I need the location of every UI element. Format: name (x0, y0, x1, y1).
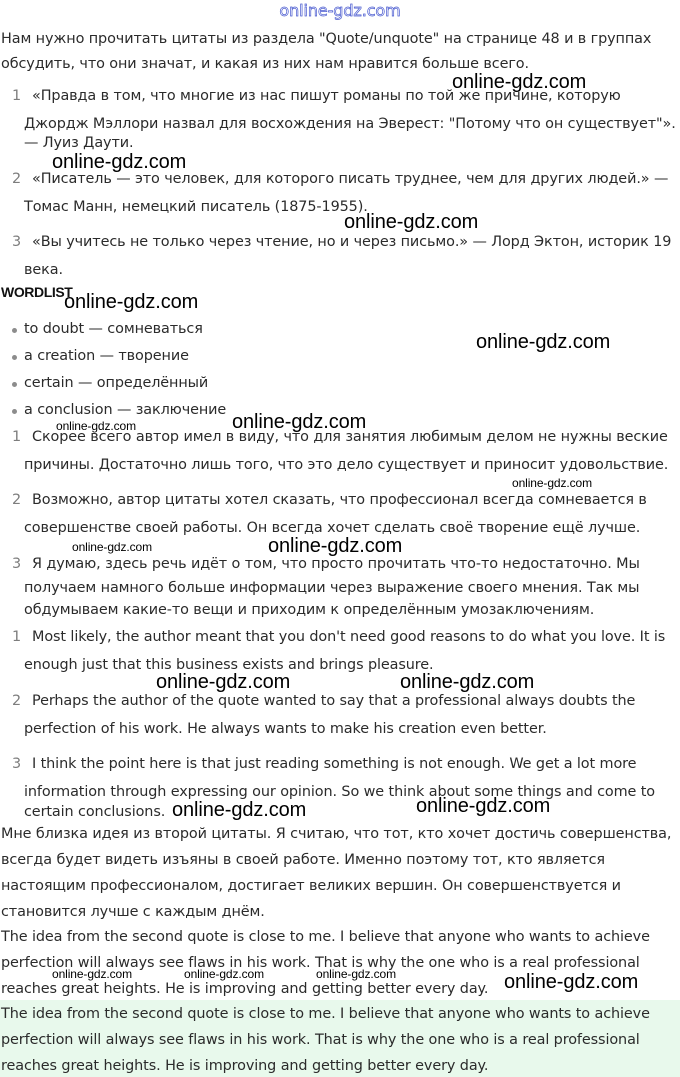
bullet-marker (12, 382, 17, 387)
answer-line: enough just that this business exists and brings pleasure. (24, 657, 434, 673)
answer-line: perfection of his work. He always wants to make his creation even better. (24, 721, 547, 737)
answer-line: Возможно, автор цитаты хотел сказать, что профессионал всегда сомневается в (32, 492, 647, 508)
quote-line: «Правда в том, что многие из нас пишут романы по той же причине, которую (32, 88, 621, 104)
bullet-marker (12, 355, 17, 360)
answer-number: 1 (12, 429, 22, 445)
opinion-line: Мне близка идея из второй цитаты. Я считаю, что тот, кто хочет достичь совершенства, (1, 826, 672, 842)
wordlist-item: to doubt — сомневаться (24, 321, 203, 337)
quote-line: «Писатель — это человек, для которого писать труднее, чем для других людей.» — (32, 171, 669, 187)
watermark: online-gdz.com (512, 476, 592, 490)
answer-line: Most likely, the author meant that you don't need good reasons to do what you love. It is (32, 629, 666, 645)
top-watermark: online-gdz.com (279, 1, 401, 20)
quote-line: века. (24, 262, 63, 278)
answer-line: совершенстве своей работы. Он всегда хочет сделать своё творение ещё лучше. (24, 520, 641, 536)
highlighted-opinion-line: reaches great heights. He is improving and getting better every day. (1, 1058, 489, 1074)
answer-line: обдумываем какие-то вещи и приходим к определённым умозаключениям. (24, 602, 595, 618)
watermark: online-gdz.com (268, 535, 403, 557)
opinion-line: настоящим профессионалом, достигает великих вершин. Он совершенствуется и (1, 878, 621, 894)
highlighted-opinion-line: The idea from the second quote is close to me. I believe that anyone who wants to achieve (1, 1006, 650, 1022)
quote-number: 2 (12, 171, 22, 187)
answer-number: 3 (12, 556, 22, 572)
watermark: online-gdz.com (344, 211, 479, 233)
bullet-marker (12, 328, 17, 333)
wordlist-item: certain — определённый (24, 375, 209, 391)
answer-number: 3 (12, 756, 22, 772)
intro-line: обсудить, что они значат, и какая из них нам нравится больше всего. (1, 56, 529, 72)
watermark: online-gdz.com (172, 799, 307, 821)
watermark: online-gdz.com (504, 971, 639, 993)
watermark: online-gdz.com (400, 671, 535, 693)
quote-line: «Вы учитесь не только через чтение, но и через письмо.» — Лорд Эктон, историк 19 (32, 234, 672, 250)
opinion-line: reaches great heights. He is improving and getting better every day. (1, 981, 489, 997)
wordlist-heading: WORDLIST (1, 284, 73, 300)
answer-number: 2 (12, 492, 22, 508)
highlighted-opinion-line: perfection will always see flaws in his work. That is why the one who is a real professional (1, 1032, 640, 1048)
answer-line: Я думаю, здесь речь идёт о том, что просто прочитать что-то недостаточно. Мы (32, 556, 640, 572)
watermark: online-gdz.com (52, 151, 187, 173)
opinion-line: The idea from the second quote is close to me. I believe that anyone who wants to achieve (1, 929, 650, 945)
watermark: online-gdz.com (184, 967, 264, 981)
answer-line: information through expressing our opinion. So we think about some things and come to (24, 784, 656, 800)
watermark: online-gdz.com (232, 411, 367, 433)
bullet-marker (12, 409, 17, 414)
quote-line: Джордж Мэллори назвал для восхождения на Эверест: "Потому что он существует"». (24, 116, 676, 132)
watermark: online-gdz.com (476, 331, 611, 353)
answer-line: certain conclusions. (24, 804, 166, 820)
opinion-line: становится лучше с каждым днём. (1, 904, 265, 920)
answer-number: 2 (12, 693, 22, 709)
quote-line: — Луиз Даути. (24, 135, 134, 151)
opinion-line: perfection will always see flaws in his work. That is why the one who is a real professional (1, 955, 640, 971)
wordlist-item: a conclusion — заключение (24, 402, 227, 418)
watermark: online-gdz.com (452, 71, 587, 93)
quote-number: 1 (12, 88, 22, 104)
answer-line: Perhaps the author of the quote wanted to say that a professional always doubts the (32, 693, 636, 709)
watermark: online-gdz.com (64, 291, 199, 313)
quote-line: Томас Манн, немецкий писатель (1875-1955). (24, 199, 368, 215)
wordlist-item: a creation — творение (24, 348, 189, 364)
watermark: online-gdz.com (72, 540, 152, 554)
answer-line: Скорее всего автор имел в виду, что для занятия любимым делом не нужны веские (32, 429, 668, 445)
answer-line: I think the point here is that just reading something is not enough. We get a lot more (32, 756, 637, 772)
watermark: online-gdz.com (156, 671, 291, 693)
answer-line: причины. Достаточно лишь того, что это дело существует и приносит удовольствие. (24, 457, 669, 473)
opinion-line: всегда будет видеть изъяны в своей работе. Именно поэтому тот, кто является (1, 852, 605, 868)
watermark: online-gdz.com (52, 967, 132, 981)
quote-number: 3 (12, 234, 22, 250)
intro-line: Нам нужно прочитать цитаты из раздела "Quote/unquote" на странице 48 и в группах (1, 31, 652, 47)
answer-line: получаем намного больше информации через выражение своего мнения. Так мы (24, 580, 640, 596)
answer-number: 1 (12, 629, 22, 645)
watermark: online-gdz.com (316, 967, 396, 981)
watermark: online-gdz.com (416, 795, 551, 817)
watermark: online-gdz.com (56, 419, 136, 433)
